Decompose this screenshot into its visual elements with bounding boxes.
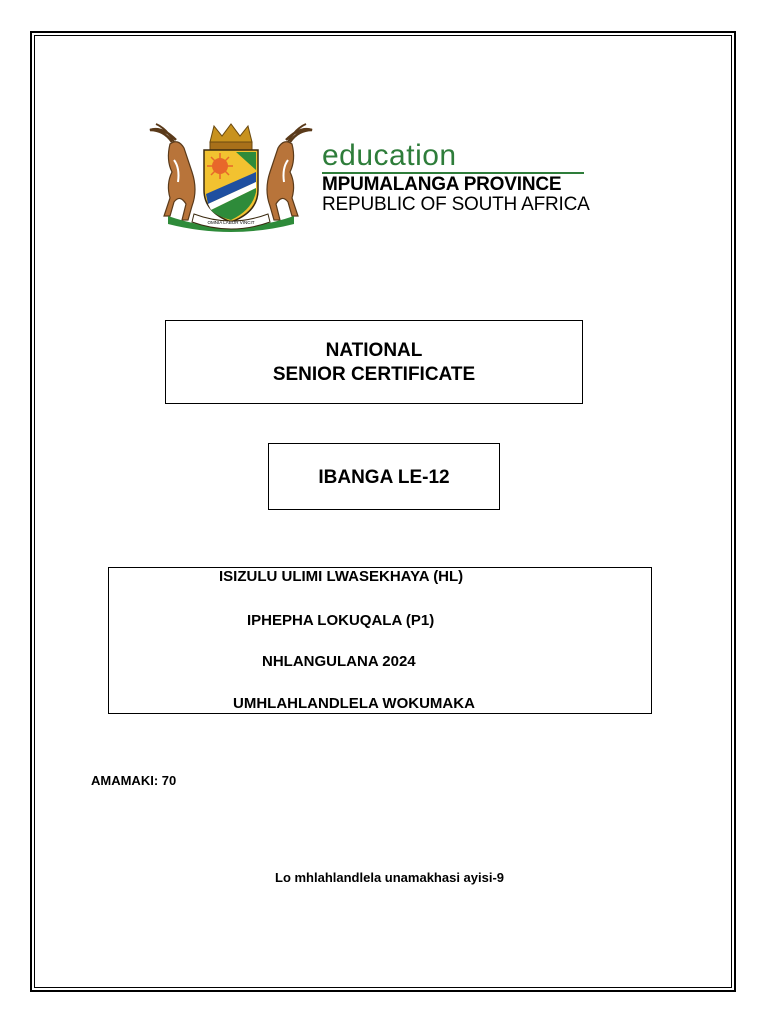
exam-session: NHLANGULANA 2024 xyxy=(262,653,416,670)
paper-details-box xyxy=(108,567,652,714)
country-name: REPUBLIC OF SOUTH AFRICA xyxy=(322,194,590,215)
document-type: UMHLAHLANDLELA WOKUMAKA xyxy=(233,695,475,712)
certificate-line-2: SENIOR CERTIFICATE xyxy=(272,364,476,385)
subject-title: ISIZULU ULIMI LWASEKHAYA (HL) xyxy=(219,568,464,585)
page-count-note: Lo mhlahlandlela unamakhasi ayisi-9 xyxy=(275,870,505,885)
brand-word: education xyxy=(322,139,457,172)
grade-label: IBANGA LE-12 xyxy=(318,467,450,488)
certificate-line-1: NATIONAL xyxy=(325,340,423,361)
svg-text:OMNIA LABOR VINCIT: OMNIA LABOR VINCIT xyxy=(207,220,255,225)
certificate-title-box xyxy=(165,320,583,404)
paper-number: IPHEPHA LOKUQALA (P1) xyxy=(247,612,435,629)
province-name: MPUMALANGA PROVINCE xyxy=(322,174,562,195)
grade-box xyxy=(268,443,500,510)
total-marks: AMAMAKI: 70 xyxy=(91,773,177,788)
department-brand xyxy=(322,140,592,215)
coat-of-arms-logo xyxy=(148,120,314,235)
